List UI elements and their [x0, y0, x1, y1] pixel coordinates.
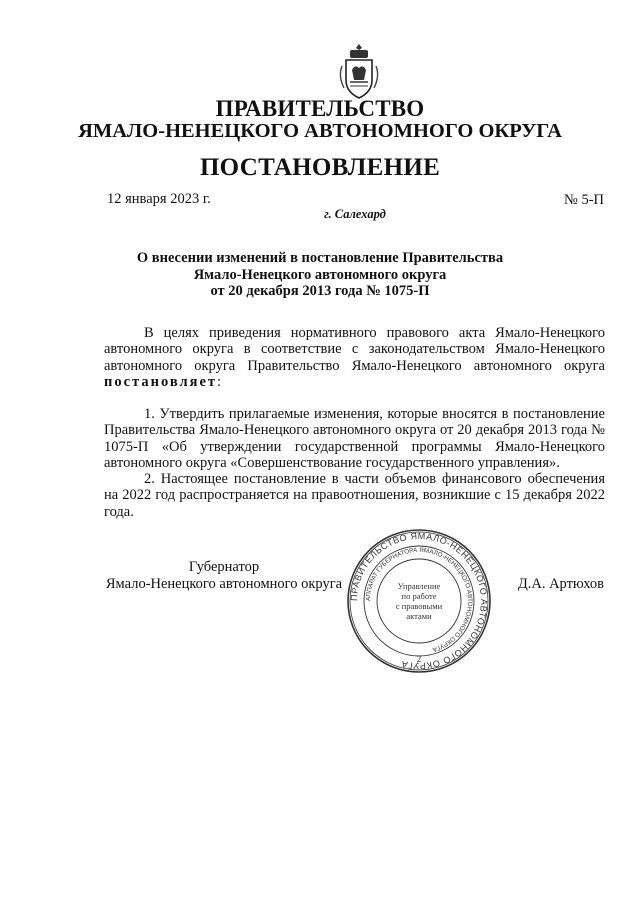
preamble-text: В целях приведения нормативного правового акта Ямало-Ненецкого автономного округа в соответствие с законодательством Ямало-Ненецкого автономного округа Правительство Ямало-Ненецкого автономного округа	[104, 325, 605, 374]
document-number: № 5-П	[563, 192, 604, 208]
government-name: ПРАВИТЕЛЬСТВО	[215, 96, 425, 121]
seal-center-line: актами	[406, 611, 432, 621]
seal-number: 2	[416, 654, 422, 664]
signatory-name: Д.А. Артюхов	[517, 576, 604, 592]
document-type: ПОСТАНОВЛЕНИЕ	[199, 154, 441, 181]
decree-item: 2. Настоящее постановление в части объемов финансового обеспечения на 2022 год распространяется на правоотношения, возникшие с 15 декабря 2022 года.	[104, 471, 605, 520]
decree-word: постановляет	[104, 373, 218, 390]
document-date: 12 января 2023 г.	[107, 191, 211, 207]
seal-outer-text: ПРАВИТЕЛЬСТВО ЯМАЛО-НЕНЕЦКОГО АВТОНОМНОГО ОКРУГА	[348, 530, 490, 672]
seal-center-line: Управление	[397, 581, 441, 591]
signatory-title	[104, 559, 344, 593]
document-subject	[0, 250, 640, 300]
coat-of-arms-icon	[336, 42, 382, 102]
signatory-title-line: Губернатор	[188, 559, 260, 575]
signatory-title-line: Ямало-Ненецкого автономного округа	[105, 576, 343, 592]
document-city: г. Салехард	[324, 207, 386, 221]
seal-center-line: с правовыми	[395, 601, 443, 611]
subject-line: Ямало-Ненецкого автономного округа	[193, 266, 447, 283]
decree-item: 1. Утвердить прилагаемые изменения, которые вносятся в постановление Правительства Ямало-Ненецкого автономного округа от 20 декабря 2013 года № 1075-П «Об утверждении государственной программы Ямало-Ненецкого автономного округа «Совершенствование государственного управления».	[104, 406, 605, 471]
official-seal	[346, 528, 492, 674]
decree-colon: :	[217, 373, 222, 390]
government-region: ЯМАЛО-НЕНЕЦКОГО АВТОНОМНОГО ОКРУГА	[78, 120, 562, 142]
subject-line: О внесении изменений в постановление Правительства	[136, 250, 504, 266]
subject-line: от 20 декабря 2013 года № 1075-П	[210, 283, 430, 299]
preamble-paragraph	[104, 325, 605, 390]
seal-inner-text: АППАРАТ ГУБЕРНАТОРА ЯМАЛО-НЕНЕЦКОГО АВТОНОМНОГО ОКРУГА	[364, 546, 474, 653]
decree-items	[104, 406, 605, 520]
seal-center-line: по работе	[401, 591, 437, 601]
